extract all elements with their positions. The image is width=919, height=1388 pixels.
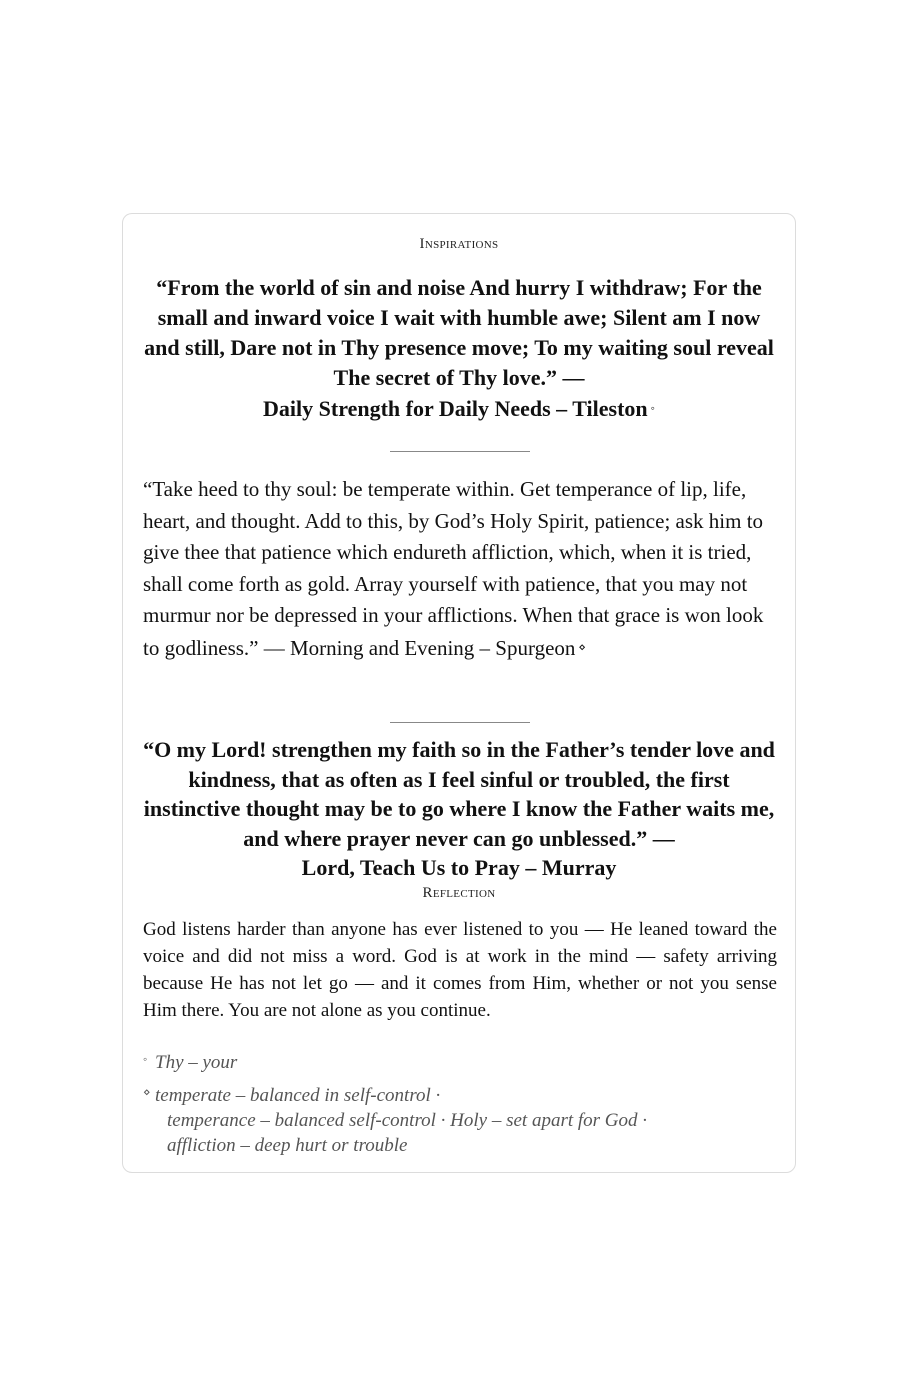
divider (390, 451, 530, 452)
divider (390, 722, 530, 723)
footnote-marker: ⋄ (143, 1085, 151, 1099)
footnote (143, 1083, 755, 1158)
inspirations-heading: Inspirations (419, 236, 499, 252)
quote-text: “O my Lord! strengthen my faith so in the Father’s tender love and kindness, that as often as I feel sinful or troubled, the first instinctive thought may be to go where I know the Father waits me, and where prayer never can go unblessed.” — (143, 737, 775, 851)
quote-text: “Take heed to thy soul: be temperate within. Get temperance of lip, life, heart, and thought. Add to this, by God’s Holy Spirit, patience; ask him to give thee that patience which endureth affliction, which, when it is tried, shall come forth as gold. Array yourself with patience, that you may not murmur nor be depressed in your afflictions. When that grace is won look to godliness.” — (143, 477, 764, 660)
footnote-text: affliction – deep hurt or trouble (167, 1135, 408, 1156)
quote-spurgeon (143, 474, 773, 665)
footnote-text: Thy – your (155, 1052, 238, 1073)
reflection-text: God listens harder than anyone has ever listened to you — He leaned toward the voice and did not miss a word. God is at work in the mind — safety arriving because He has not let go — and it comes from Him, whether or not you sense Him there. You are not alone as you continue. (143, 919, 777, 1021)
footnote-text: temperance – balanced self-control · Holy – set apart for God · (167, 1110, 648, 1131)
footnote-marker: ⋄ (578, 639, 586, 654)
quote-source: Morning and Evening – Spurgeon (290, 635, 576, 660)
footnote-text: temperate – balanced in self-control · (155, 1085, 441, 1106)
footnotes (143, 1050, 755, 1166)
reflection-heading: Reflection (422, 885, 496, 901)
footnote (143, 1050, 755, 1075)
quote-murray (141, 735, 777, 883)
devotional-card (122, 213, 796, 1173)
quote-tileston (141, 273, 777, 424)
footnote-marker: ◦ (143, 1052, 148, 1066)
quote-text: “From the world of sin and noise And hurry I withdraw; For the small and inward voice I wait with humble awe; Silent am I now and still, Dare not in Thy presence move; To my waiting soul reveal The secret of Thy love.” — (144, 275, 774, 390)
quote-source: Lord, Teach Us to Pray – Murray (301, 855, 617, 880)
quote-source: Daily Strength for Daily Needs – Tileston (263, 396, 648, 421)
footnote-marker: ◦ (650, 401, 655, 415)
